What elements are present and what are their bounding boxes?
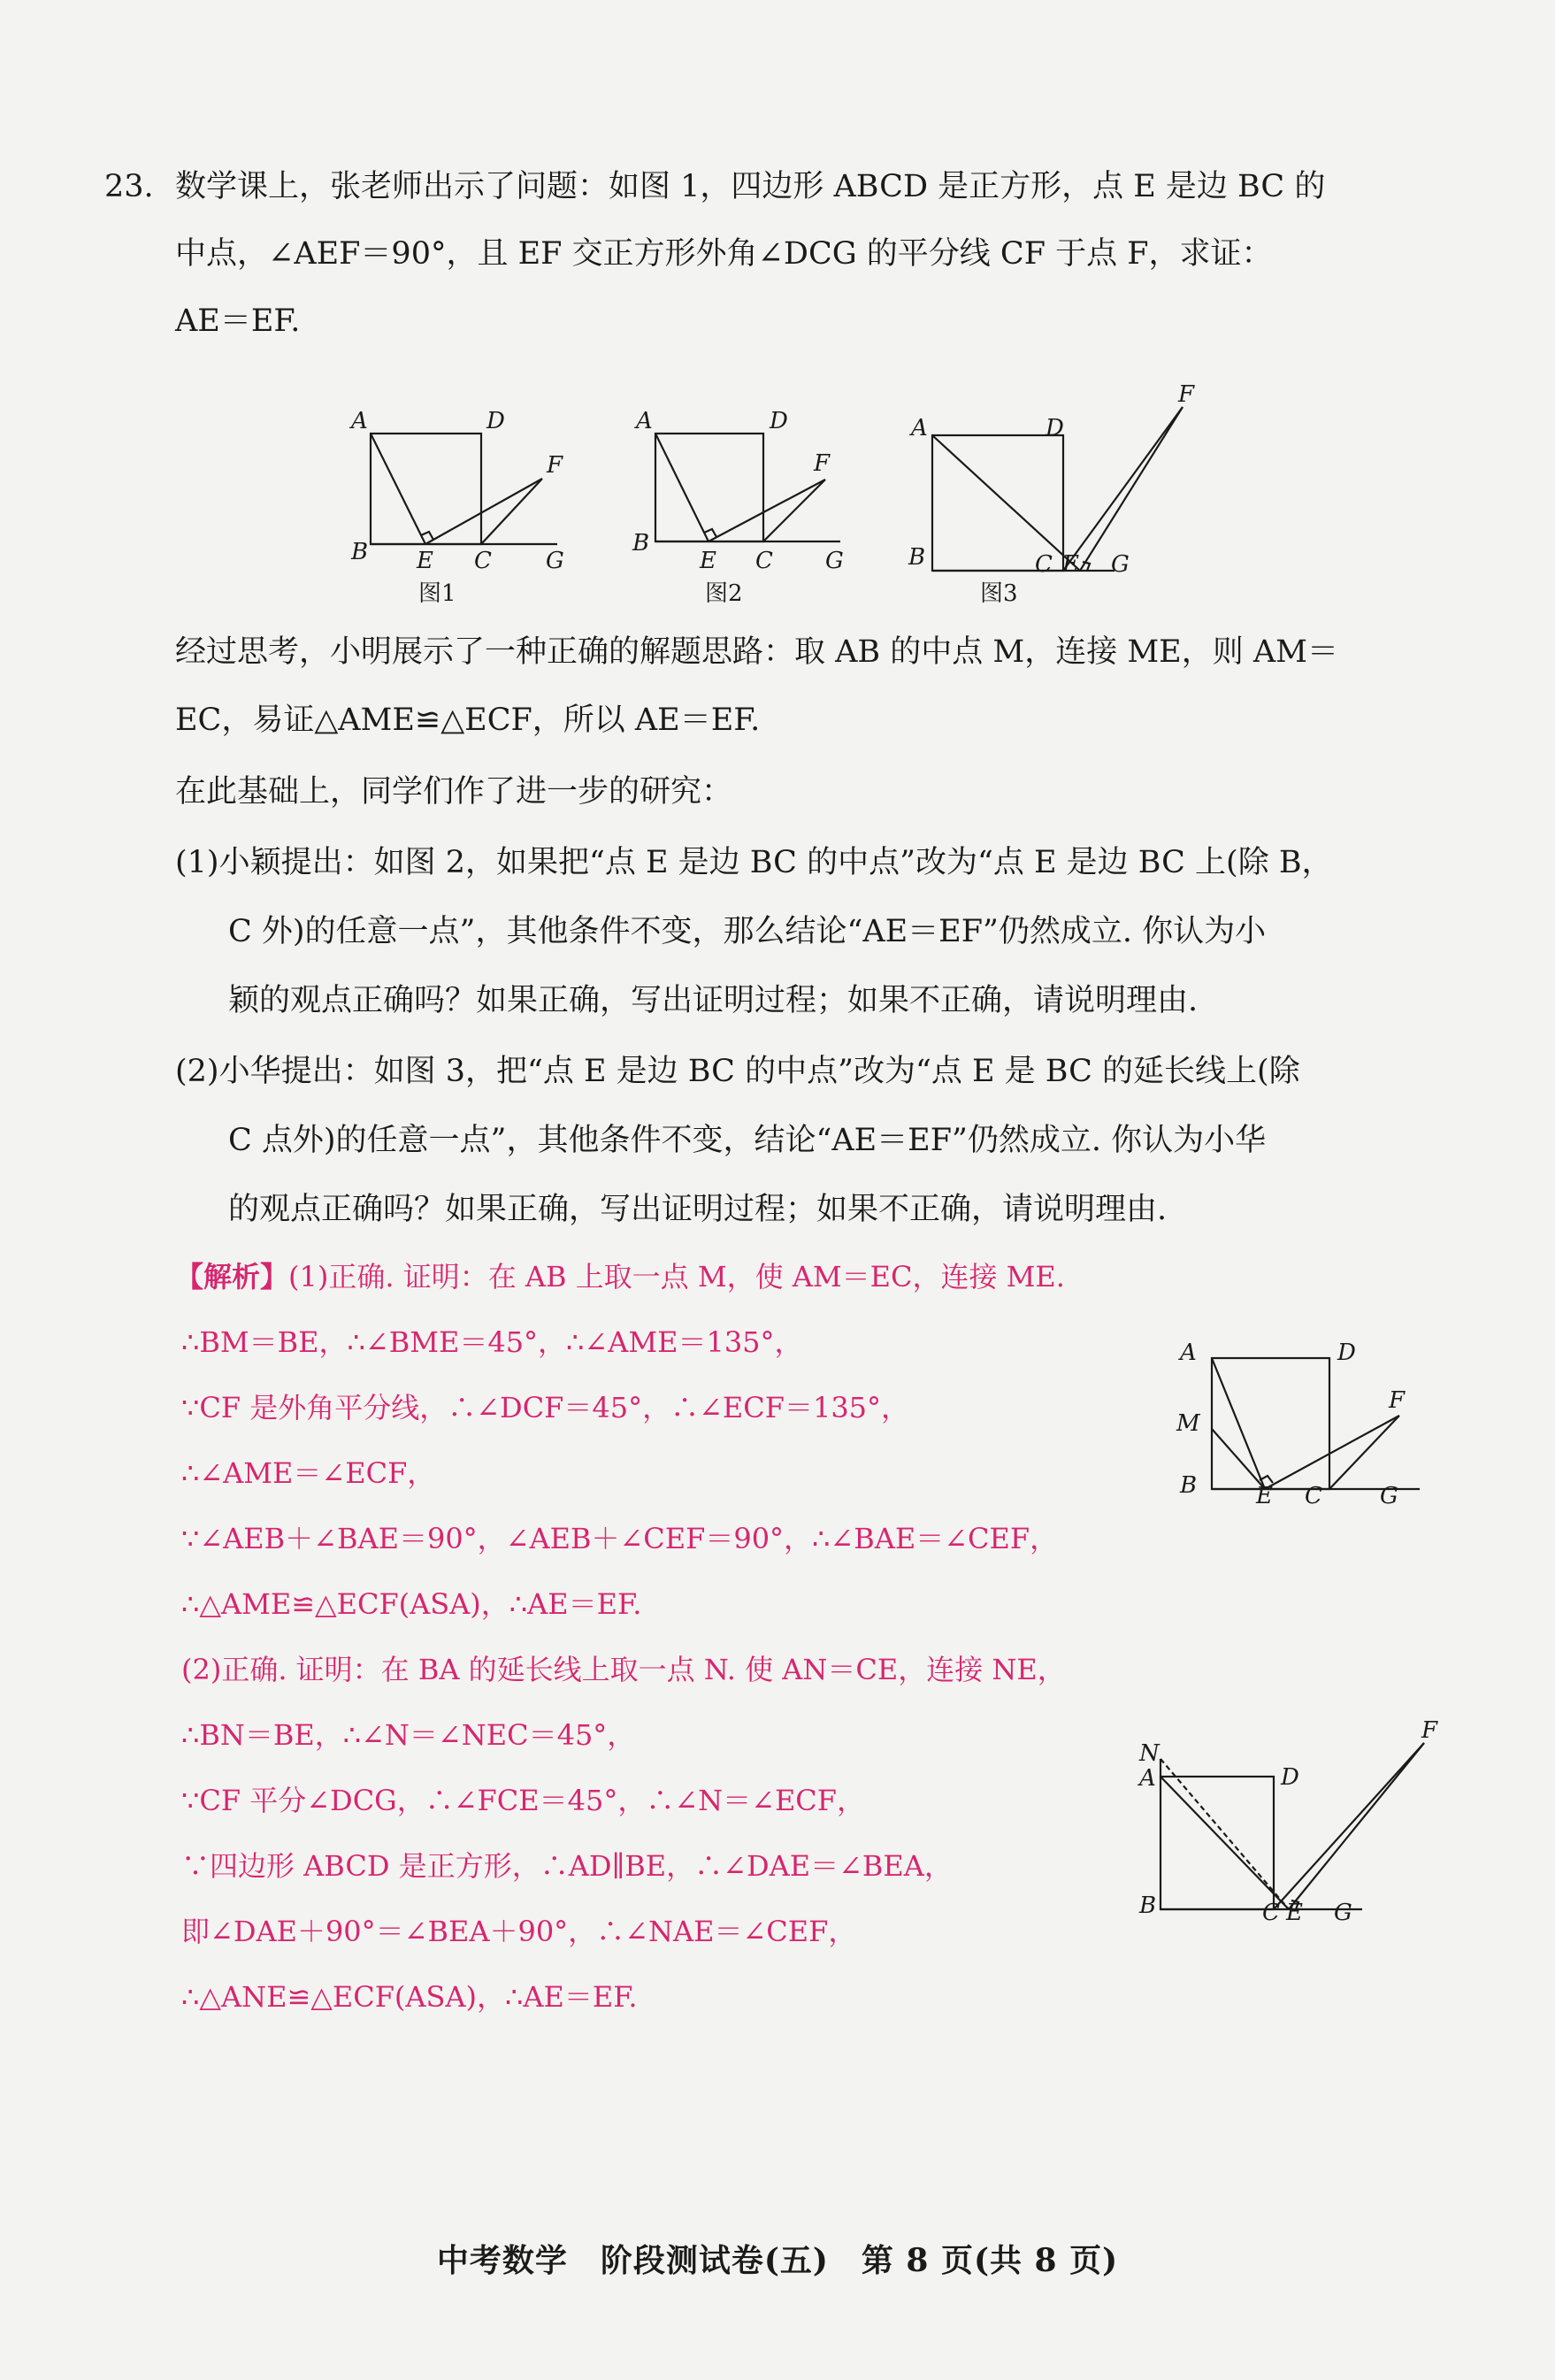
solution-line-6: ∴△AME≌△ECF(ASA)，∴AE＝EF. bbox=[181, 1587, 642, 1621]
square-abcd bbox=[371, 434, 481, 544]
label-d: D bbox=[770, 408, 788, 434]
segment-ae bbox=[1212, 1358, 1265, 1489]
label-d: D bbox=[1337, 1340, 1356, 1366]
segment-me bbox=[1212, 1429, 1265, 1489]
label-a: A bbox=[636, 408, 653, 434]
label-a: A bbox=[1139, 1765, 1156, 1792]
label-f: F bbox=[547, 452, 563, 479]
label-c: C bbox=[1305, 1483, 1322, 1509]
label-f: F bbox=[1421, 1717, 1438, 1744]
solution-line-1 bbox=[175, 1256, 1065, 1297]
label-e: E bbox=[1256, 1483, 1273, 1509]
label-c: C bbox=[474, 548, 492, 574]
problem-line-3: AE＝EF. bbox=[175, 303, 301, 339]
label-b: B bbox=[1180, 1472, 1198, 1499]
label-b: B bbox=[632, 530, 650, 557]
q1-line-2: C 外)的任意一点”，其他条件不变，那么结论“AE＝EF”仍然成立. 你认为小 bbox=[228, 914, 1267, 949]
segment-ne bbox=[1161, 1759, 1289, 1909]
problem-line-1: 数学课上，张老师出示了问题：如图 1，四边形 ABCD 是正方形，点 E 是边 BC 的 bbox=[175, 169, 1326, 204]
square-abcd bbox=[655, 434, 763, 541]
solution-line-11: 即∠DAE＋90°＝∠BEA＋90°，∴∠NAE＝∠CEF， bbox=[181, 1915, 857, 1948]
segment-ae bbox=[932, 435, 1080, 571]
idea-line-1: 经过思考，小明展示了一种正确的解题思路：取 AB 的中点 M，连接 ME，则 AM＝ bbox=[175, 634, 1338, 670]
figure-3-caption: 图3 bbox=[980, 580, 1018, 607]
figure-1 bbox=[349, 407, 579, 584]
label-a: A bbox=[911, 415, 928, 441]
solution-line-5: ∵∠AEB＋∠BAE＝90°，∠AEB＋∠CEF＝90°，∴∠BAE＝∠CEF， bbox=[181, 1522, 1059, 1555]
segment-ae bbox=[1161, 1777, 1289, 1909]
q2-line-3: 的观点正确吗？如果正确，写出证明过程；如果不正确，请说明理由. bbox=[228, 1192, 1168, 1227]
q2-line-2: C 点外)的任意一点”，其他条件不变，结论“AE＝EF”仍然成立. 你认为小华 bbox=[228, 1123, 1267, 1158]
label-f: F bbox=[1178, 381, 1195, 408]
square-abcd bbox=[1161, 1777, 1274, 1909]
label-b: B bbox=[351, 539, 369, 565]
segment-ae bbox=[371, 434, 425, 544]
solution-line-8: ∴BN＝BE，∴∠N＝∠NEC＝45°， bbox=[181, 1718, 636, 1752]
q1-line-3: 颖的观点正确吗？如果正确，写出证明过程；如果不正确，请说明理由. bbox=[228, 983, 1199, 1018]
label-f: F bbox=[1389, 1387, 1406, 1414]
solution-line-12: ∴△ANE≌△ECF(ASA)，∴AE＝EF. bbox=[181, 1980, 638, 2014]
label-d: D bbox=[486, 408, 505, 434]
label-e: E bbox=[1062, 551, 1079, 578]
label-g: G bbox=[546, 548, 564, 574]
segment-ef bbox=[1289, 1743, 1424, 1909]
label-b: B bbox=[1139, 1892, 1157, 1919]
idea-line-3: 在此基础上，同学们作了进一步的研究： bbox=[175, 774, 733, 810]
figure-1-caption: 图1 bbox=[418, 580, 456, 607]
label-a: A bbox=[1180, 1340, 1197, 1366]
segment-cf bbox=[763, 480, 825, 541]
label-e: E bbox=[1286, 1900, 1303, 1926]
idea-line-2: EC，易证△AME≌△ECF，所以 AE＝EF. bbox=[175, 702, 761, 738]
segment-ef bbox=[425, 479, 542, 544]
label-e: E bbox=[417, 548, 433, 574]
label-c: C bbox=[1035, 551, 1053, 578]
label-a: A bbox=[351, 408, 368, 434]
label-d: D bbox=[1281, 1764, 1299, 1791]
label-b: B bbox=[908, 544, 926, 571]
solution-line-4: ∴∠AME＝∠ECF， bbox=[181, 1456, 436, 1490]
figure-2 bbox=[632, 407, 862, 584]
label-g: G bbox=[1380, 1483, 1398, 1509]
figure-2-caption: 图2 bbox=[705, 580, 743, 607]
segment-cf bbox=[481, 479, 542, 544]
solution-tag: 【解析】 bbox=[175, 1260, 289, 1294]
label-e: E bbox=[700, 548, 716, 574]
square-abcd bbox=[1212, 1358, 1329, 1489]
label-g: G bbox=[825, 548, 844, 574]
solution-line-2: ∴BM＝BE，∴∠BME＝45°，∴∠AME＝135°， bbox=[181, 1325, 803, 1359]
q2-line-1: (2)小华提出：如图 3，把“点 E 是边 BC 的中点”改为“点 E 是 BC 的延长线上(除 bbox=[175, 1054, 1300, 1089]
figure-3 bbox=[907, 380, 1199, 584]
segment-ef bbox=[709, 480, 825, 541]
label-c: C bbox=[755, 548, 773, 574]
solution-line-7: (2)正确. 证明：在 BA 的延长线上取一点 N. 使 AN＝CE，连接 NE， bbox=[181, 1653, 1066, 1686]
segment-ae bbox=[655, 434, 709, 541]
label-d: D bbox=[1046, 415, 1064, 441]
segment-cf bbox=[1063, 407, 1183, 571]
problem-number: 23. bbox=[104, 169, 154, 204]
label-n: N bbox=[1139, 1740, 1160, 1767]
segment-ef bbox=[1080, 407, 1183, 571]
q1-line-1: (1)小颖提出：如图 2，如果把“点 E 是边 BC 的中点”改为“点 E 是边 BC 上(除 B， bbox=[175, 845, 1333, 880]
solution-line-10: ∵四边形 ABCD 是正方形，∴AD∥BE，∴∠DAE＝∠BEA， bbox=[181, 1849, 953, 1883]
problem-line-2: 中点，∠AEF＝90°，且 EF 交正方形外角∠DCG 的平分线 CF 于点 F，求证： bbox=[175, 236, 1273, 272]
label-c: C bbox=[1262, 1900, 1280, 1926]
solution-line-3: ∵CF 是外角平分线，∴∠DCF＝45°，∴∠ECF＝135°， bbox=[181, 1391, 910, 1424]
solution-line-9: ∵CF 平分∠DCG，∴∠FCE＝45°，∴∠N＝∠ECF， bbox=[181, 1784, 865, 1817]
solution-text: (1)正确. 证明：在 AB 上取一点 M，使 AM＝EC，连接 ME. bbox=[288, 1260, 1065, 1294]
solution-figure-1 bbox=[1168, 1332, 1433, 1517]
page-footer: 中考数学 阶段测试卷(五) 第 8 页(共 8 页) bbox=[436, 2242, 1119, 2279]
label-m: M bbox=[1176, 1410, 1200, 1437]
segment-cf bbox=[1329, 1416, 1399, 1489]
label-g: G bbox=[1334, 1900, 1352, 1926]
solution-figure-2 bbox=[1119, 1716, 1437, 1938]
label-f: F bbox=[814, 450, 831, 477]
segment-ef bbox=[1265, 1416, 1399, 1489]
label-g: G bbox=[1111, 551, 1130, 578]
